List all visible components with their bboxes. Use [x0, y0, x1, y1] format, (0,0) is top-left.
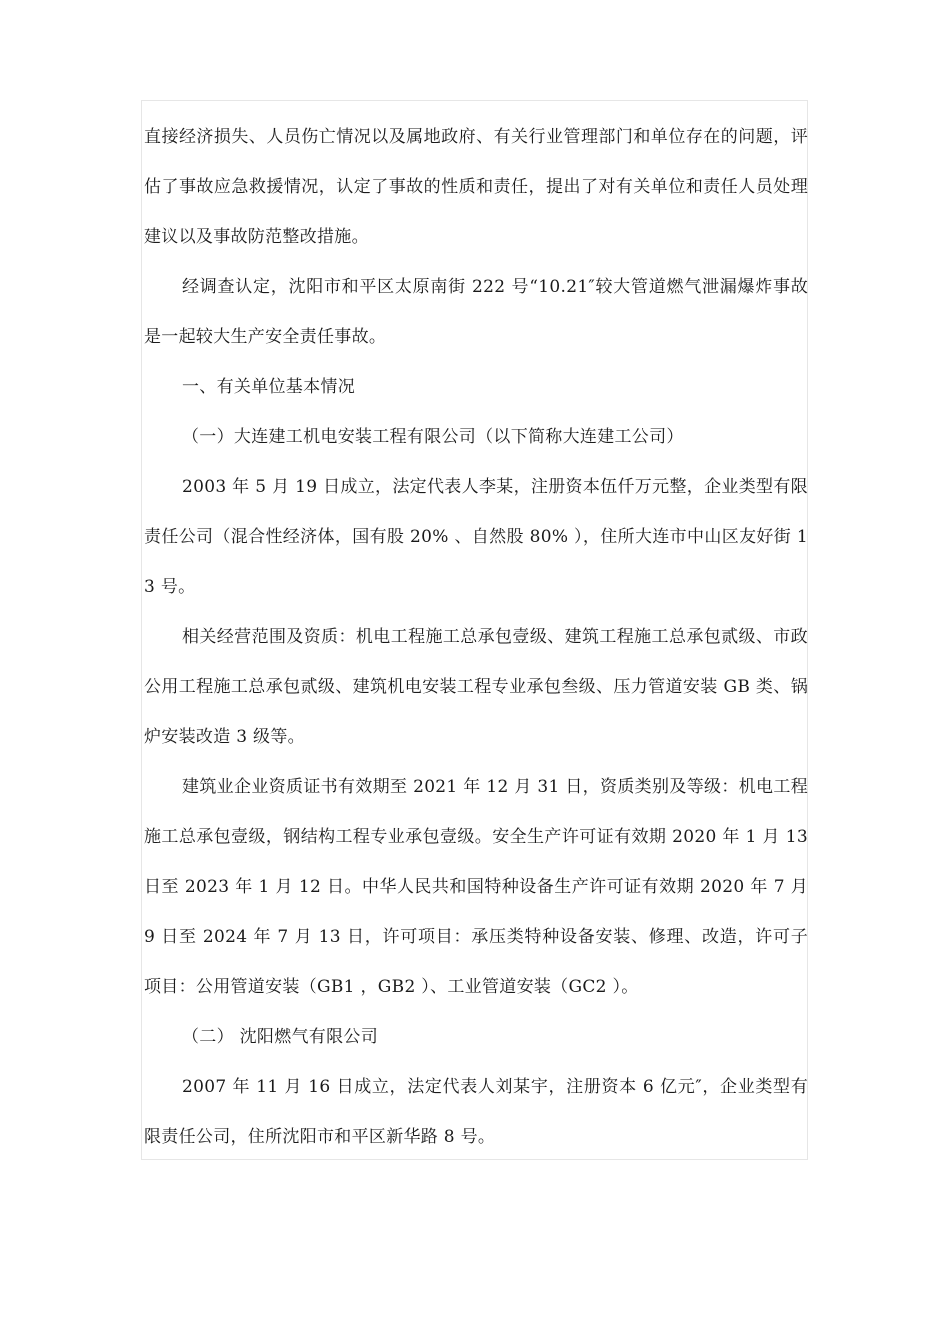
paragraph-dalian-scope: 相关经营范围及资质：机电工程施工总承包壹级、建筑工程施工总承包贰级、市政公用工程施工总承包贰级、建筑机电安装工程专业承包叁级、压力管道安装 GB 类、锅炉安装改造 3 级等。: [144, 627, 808, 747]
paragraph-shenyang-founding: 2007 年 11 月 16 日成立，法定代表人刘某宇，注册资本 6 亿元″，企业类型有限责任公司，住所沈阳市和平区新华路 8 号。: [144, 1077, 808, 1147]
paragraph-accident-finding: 经调查认定，沈阳市和平区太原南街 222 号“10.21″较大管道燃气泄漏爆炸事故是一起较大生产安全责任事故。: [144, 277, 808, 347]
paragraph-dalian-certificates: 建筑业企业资质证书有效期至 2021 年 12 月 31 日，资质类别及等级：机电工程施工总承包壹级，钢结构工程专业承包壹级。安全生产许可证有效期 2020 年 1 月 13 日至 2023 年 1 月 12 日。中华人民共和国特种设备生产许可证有效期 2020 年 7 月 9 日至 2024 年 7 月 13 日，许可项目：承压类特种设备安装、修理、改造，许可子项目：公用管道安装（GB1 ，GB2 ）、工业管道安装（GC2 ）。: [144, 777, 808, 997]
document-body: [144, 112, 808, 1162]
subheading-shenyang-gas: （二） 沈阳燃气有限公司: [182, 1027, 379, 1047]
subheading-dalian-company: （一）大连建工机电安装工程有限公司（以下简称大连建工公司）: [182, 427, 684, 447]
paragraph-dalian-founding: 2003 年 5 月 19 日成立，法定代表人李某，注册资本伍仟万元整，企业类型有限责任公司（混合性经济体，国有股 20% 、自然股 80% ），住所大连市中山区友好街 13 号。: [144, 477, 808, 597]
paragraph-loss-summary: 直接经济损失、人员伤亡情况以及属地政府、有关行业管理部门和单位存在的问题，评估了事故应急救援情况，认定了事故的性质和责任，提出了对有关单位和责任人员处理建议以及事故防范整改措施。: [144, 127, 808, 247]
section-heading-units: 一、有关单位基本情况: [182, 377, 355, 397]
